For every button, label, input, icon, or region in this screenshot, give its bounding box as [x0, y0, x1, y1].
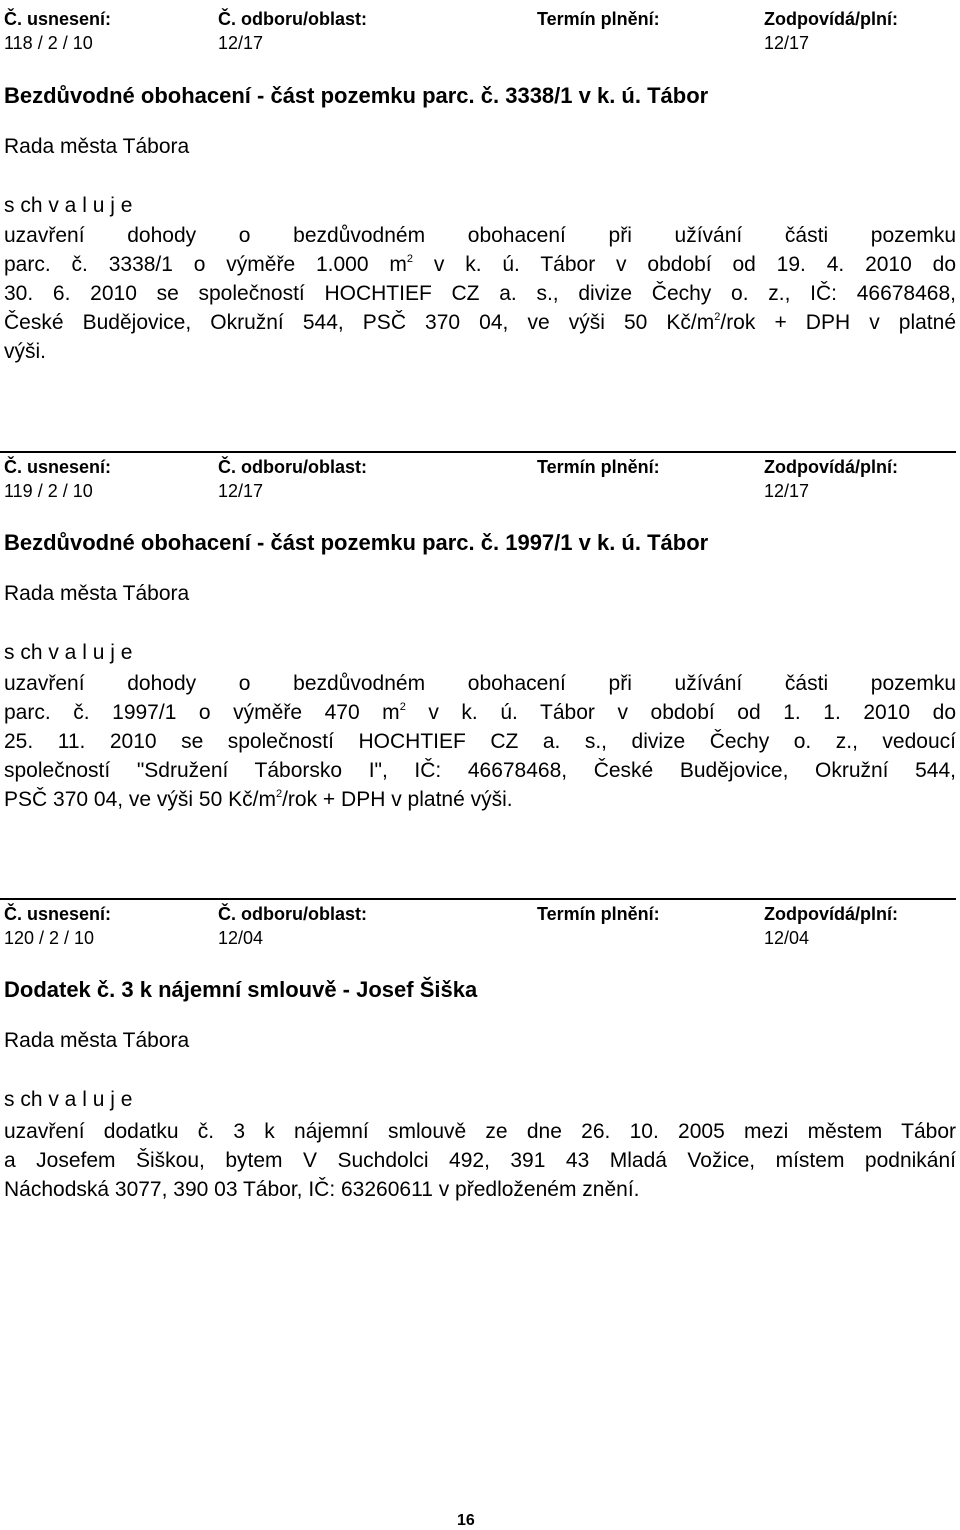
- header-zodpovida: Zodpovídá/plní:: [764, 9, 898, 29]
- department-code: 12/17: [218, 481, 264, 501]
- header-cislo-odboru: Č. odboru/oblast:: [218, 904, 367, 924]
- resolution-text: [4, 221, 956, 366]
- text-line: a Josefem Šiškou, bytem V Suchdolci 492, 391 43 Mladá Vožice, místem podnikání: [4, 1149, 956, 1172]
- resolution-verb: s ch v a l u j e: [4, 194, 133, 217]
- header-termin-plneni: Termín plnění:: [537, 457, 660, 477]
- header-termin-plneni: Termín plnění:: [537, 9, 660, 29]
- text-line: uzavření dohody o bezdůvodném obohacení při užívání části pozemku: [4, 672, 956, 695]
- text-line: parc. č. 1997/1 o výměře 470 $m^2$ v k. ú. Tábor v období od 1. 1. 2010 do: [4, 701, 957, 724]
- section-divider: [0, 898, 956, 900]
- text-line: České Budějovice, Okružní 544, PSČ 370 04, ve výši 50 $Kč/m^2$/rok + DPH v platné: [4, 311, 957, 334]
- header-termin-plneni: Termín plnění:: [537, 904, 660, 924]
- text-line: Náchodská 3077, 390 03 Tábor, IČ: 63260611 v předloženém znění.: [4, 1178, 640, 1201]
- resolution-verb: s ch v a l u j e: [4, 641, 133, 664]
- resolution-text: [4, 669, 956, 814]
- header-zodpovida: Zodpovídá/plní:: [764, 904, 898, 924]
- text-line: 25. 11. 2010 se společností HOCHTIEF CZ a. s., divize Čechy o. z., vedoucí: [4, 730, 956, 753]
- council-name: Rada města Tábora: [4, 135, 190, 158]
- text-line: parc. č. 3338/1 o výměře 1.000 $m^2$ v k. ú. Tábor v období od 19. 4. 2010 do: [4, 253, 956, 276]
- resolution-number: 120 / 2 / 10: [4, 928, 95, 948]
- department-code: 12/17: [218, 33, 264, 53]
- text-line: uzavření dohody o bezdůvodném obohacení při užívání části pozemku: [4, 224, 956, 247]
- text-line: výši.: [4, 340, 46, 363]
- resolution-title: Bezdůvodné obohacení - část pozemku parc. č. 1997/1 v k. ú. Tábor: [4, 530, 709, 555]
- text-line: uzavření dodatku č. 3 k nájemní smlouvě ze dne 26. 10. 2005 mezi městem Tábor: [4, 1120, 956, 1143]
- text-line: PSČ 370 04, ve výši 50 $Kč/m^2$/rok + DPH v platné výši.: [4, 788, 513, 811]
- text-line: společností "Sdružení Táborsko I", IČ: 46678468, České Budějovice, Okružní 544,: [4, 759, 956, 782]
- section-divider: [0, 451, 956, 453]
- responsible-code: 12/17: [764, 481, 810, 501]
- header-cislo-usneseni: Č. usnesení:: [4, 9, 112, 29]
- resolution-text: [4, 1117, 956, 1204]
- header-cislo-odboru: Č. odboru/oblast:: [218, 457, 367, 477]
- resolution-verb: s ch v a l u j e: [4, 1088, 133, 1111]
- council-name: Rada města Tábora: [4, 582, 190, 605]
- department-code: 12/04: [218, 928, 264, 948]
- council-name: Rada města Tábora: [4, 1029, 190, 1052]
- resolution-title: Bezdůvodné obohacení - část pozemku parc. č. 3338/1 v k. ú. Tábor: [4, 83, 709, 108]
- text-line: 30. 6. 2010 se společností HOCHTIEF CZ a. s., divize Čechy o. z., IČ: 46678468,: [4, 282, 956, 305]
- header-zodpovida: Zodpovídá/plní:: [764, 457, 898, 477]
- resolution-number: 118 / 2 / 10: [4, 33, 93, 53]
- resolution-number: 119 / 2 / 10: [4, 481, 93, 501]
- resolution-title: Dodatek č. 3 k nájemní smlouvě - Josef Šiška: [4, 977, 478, 1002]
- header-cislo-odboru: Č. odboru/oblast:: [218, 9, 367, 29]
- responsible-code: 12/04: [764, 928, 810, 948]
- header-cislo-usneseni: Č. usnesení:: [4, 904, 112, 924]
- page-number: 16: [457, 1512, 475, 1529]
- header-cislo-usneseni: Č. usnesení:: [4, 457, 112, 477]
- responsible-code: 12/17: [764, 33, 810, 53]
